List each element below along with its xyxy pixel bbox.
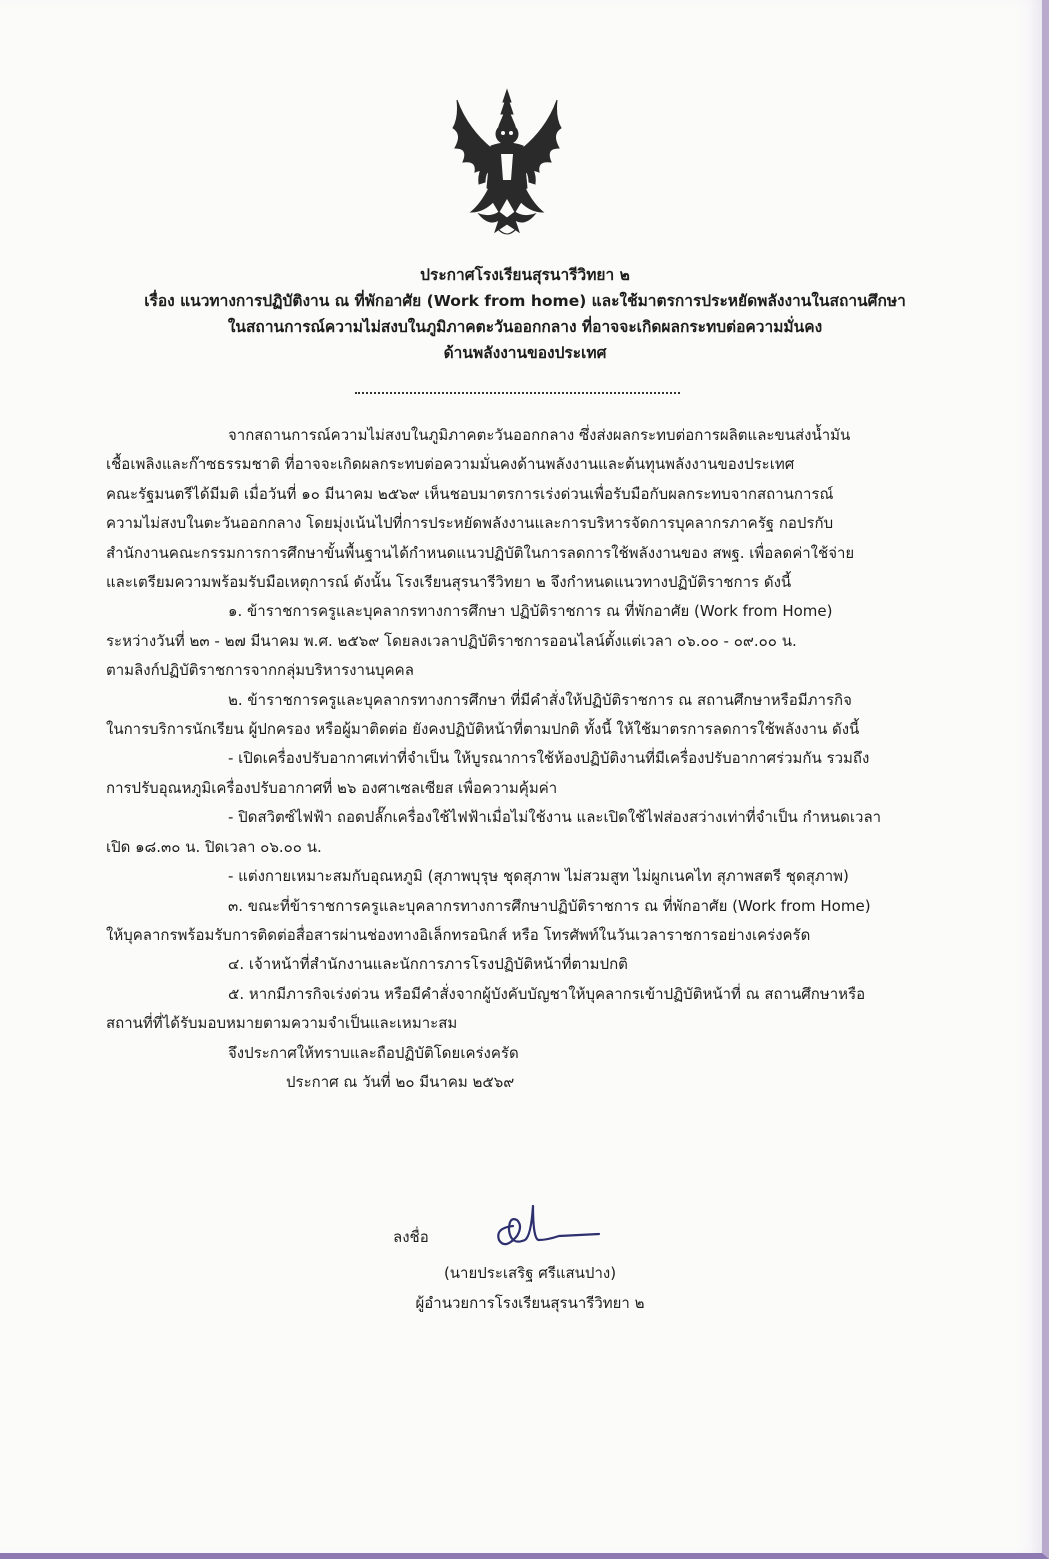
body-line: สำนักงานคณะกรรมการการศึกษาขั้นพื้นฐานได้กำหนดแนวปฏิบัติในการลดการใช้พลังงานของ สพฐ. เพื่อลดค่าใช้จ่าย: [106, 543, 855, 562]
garuda-emblem-icon: [449, 88, 565, 238]
item-1-line: ตามลิงก์ปฏิบัติราชการจากกลุ่มบริหารงานบุคคล: [106, 661, 414, 680]
announcement-body: [106, 421, 960, 1097]
body-line: จากสถานการณ์ความไม่สงบในภูมิภาคตะวันออกกลาง ซึ่งส่งผลกระทบต่อการผลิตและขนส่งน้ำมัน: [228, 426, 851, 444]
item-3-line: ๓. ขณะที่ข้าราชการครูและบุคลากรทางการศึกษาปฏิบัติราชการ ณ ที่พักอาศัย (Work from Home): [228, 896, 871, 915]
item-5-line: สถานที่ที่ได้รับมอบหมายตามความจำเป็นและเหมาะสม: [106, 1014, 458, 1033]
signer-title: ผู้อำนวยการโรงเรียนสุรนารีวิทยา ๒: [415, 1294, 645, 1312]
bullet-1-line: การปรับอุณหภูมิเครื่องปรับอากาศที่ ๒๖ องศาเซลเซียส เพื่อความคุ้มค่า: [106, 778, 558, 797]
heading-line-2: เรื่อง แนวทางการปฏิบัติงาน ณ ที่พักอาศัย (Work from home) และใช้มาตรการประหยัดพลังงานในสถานศึกษา: [144, 292, 906, 310]
heading-divider: [355, 392, 680, 394]
item-1-line: ระหว่างวันที่ ๒๓ - ๒๗ มีนาคม พ.ศ. ๒๕๖๙ โดยลงเวลาปฏิบัติราชการออนไลน์ตั้งแต่เวลา ๐๖.๐๐ - ๐๙.๐๐ น.: [106, 631, 797, 650]
body-line: คณะรัฐมนตรีได้มีมติ เมื่อวันที่ ๑๐ มีนาคม ๒๕๖๙ เห็นชอบมาตรการเร่งด่วนเพื่อรับมือกับผลกระทบจากสถานการณ์: [106, 484, 834, 503]
signature-label: ลงชื่อ: [393, 1228, 429, 1246]
announcement-date: ประกาศ ณ วันที่ ๒๐ มีนาคม ๒๕๖๙: [286, 1072, 515, 1091]
body-line: ความไม่สงบในตะวันออกกลาง โดยมุ่งเน้นไปที่การประหยัดพลังงานและการบริหารจัดการบุคลากรภาครัฐ กอปรกับ: [106, 514, 834, 533]
heading-line-3: ในสถานการณ์ความไม่สงบในภูมิภาคตะวันออกกลาง ที่อาจจะเกิดผลกระทบต่อความมั่นคง: [227, 318, 823, 336]
heading-line-4: ด้านพลังงานของประเทศ: [443, 344, 607, 362]
bullet-2-line: เปิด ๑๘.๓๐ น. ปิดเวลา ๐๖.๐๐ น.: [106, 837, 322, 856]
closing-line: จึงประกาศให้ทราบและถือปฏิบัติโดยเคร่งครัด: [228, 1043, 519, 1062]
body-line: และเตรียมความพร้อมรับมือเหตุการณ์ ดังนั้น โรงเรียนสุรนารีวิทยา ๒ จึงกำหนดแนวทางปฏิบัติราชการ ดังนี้: [106, 573, 792, 592]
item-4-line: ๔. เจ้าหน้าที่สำนักงานและนักการภารโรงปฏิบัติหน้าที่ตามปกติ: [228, 955, 628, 974]
announcement-heading: [60, 262, 990, 366]
bullet-1-line: - เปิดเครื่องปรับอากาศเท่าที่จำเป็น ให้บูรณาการใช้ห้องปฏิบัติงานที่มีเครื่องปรับอากาศร่วมกัน รวมถึง: [228, 749, 870, 768]
item-3-line: ให้บุคลากรพร้อมรับการติดต่อสื่อสารผ่านช่องทางอิเล็กทรอนิกส์ หรือ โทรศัพท์ในวันเวลาราชการอย่างเคร่งครัด: [106, 925, 811, 944]
item-2-line: ในการบริการนักเรียน ผู้ปกครอง หรือผู้มาติดต่อ ยังคงปฏิบัติหน้าที่ตามปกติ ทั้งนี้ ให้ใช้มาตรการลดการใช้พลังงาน ดังนี้: [106, 720, 860, 739]
body-line: เชื้อเพลิงและก๊าซธรรมชาติ ที่อาจจะเกิดผลกระทบต่อความมั่นคงด้านพลังงานและต้นทุนพลังงานของประเทศ: [106, 455, 795, 474]
signer-name: (นายประเสริฐ ศรีแสนปาง): [443, 1264, 617, 1282]
bullet-2-line: - ปิดสวิตซ์ไฟฟ้า ถอดปลั๊กเครื่องใช้ไฟฟ้าเมื่อไม่ใช้งาน และเปิดใช้ไฟส่องสว่างเท่าที่จำเป็น กำหนดเวลา: [228, 808, 882, 827]
item-5-line: ๕. หากมีภารกิจเร่งด่วน หรือมีคำสั่งจากผู้บังคับบัญชาให้บุคลากรเข้าปฏิบัติหน้าที่ ณ สถานศึกษาหรือ: [228, 984, 866, 1003]
heading-line-1: ประกาศโรงเรียนสุรนารีวิทยา ๒: [420, 266, 630, 284]
handwritten-signature-icon: [487, 1196, 607, 1256]
item-2-line: ๒. ข้าราชการครูและบุคลากรทางการศึกษา ที่มีคำสั่งให้ปฏิบัติราชการ ณ สถานศึกษาหรือมีภารกิจ: [228, 690, 852, 709]
bullet-3-line: - แต่งกายเหมาะสมกับอุณหภูมิ (สุภาพบุรุษ ชุดสุภาพ ไม่สวมสูท ไม่ผูกเนคไท สุภาพสตรี ชุดสุภาพ): [228, 867, 849, 886]
item-1-line: ๑. ข้าราชการครูและบุคลากรทางการศึกษา ปฏิบัติราชการ ณ ที่พักอาศัย (Work from Home): [228, 602, 833, 621]
